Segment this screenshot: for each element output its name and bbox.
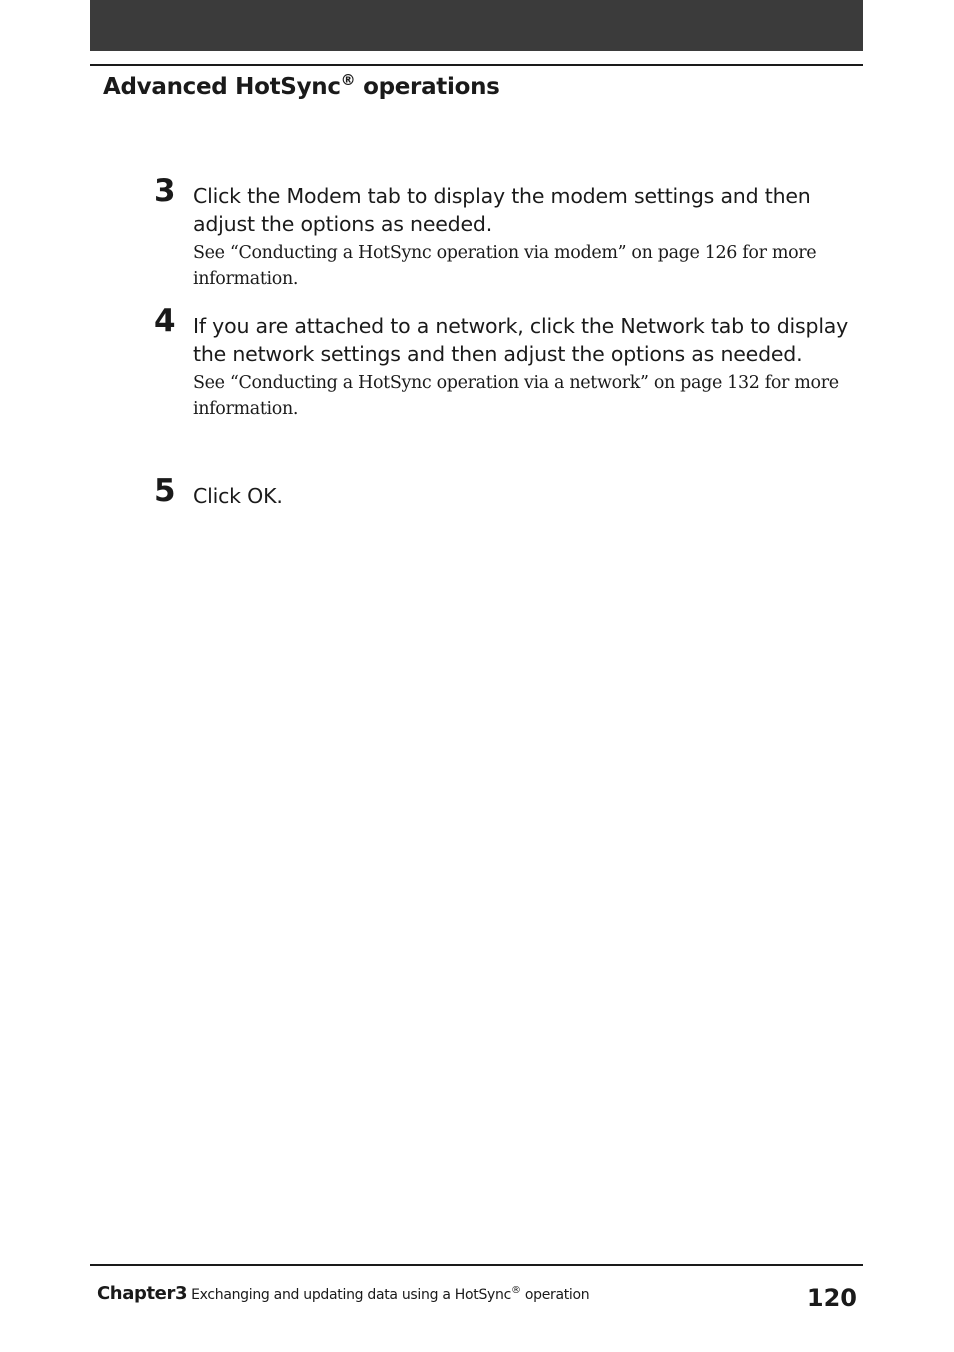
chapter-title	[191, 1287, 589, 1303]
footer-rule	[90, 1264, 863, 1266]
header-bar	[90, 0, 863, 51]
header-rule	[90, 64, 863, 66]
step-instruction: Click the Modem tab to display the modem settings and then adjust the options as needed.	[193, 184, 811, 236]
chapter-title-suffix: operation	[520, 1287, 590, 1303]
step-instruction: Click OK.	[193, 484, 283, 508]
page-number: 120	[806, 1284, 857, 1312]
section-title	[103, 71, 500, 100]
step-5	[154, 473, 854, 511]
chapter-title-text: Exchanging and updating data using a HotSync	[191, 1287, 511, 1303]
step-note: See “Conducting a HotSync operation via a network” on page 132 for more information.	[193, 373, 839, 419]
step-note: See “Conducting a HotSync operation via modem” on page 126 for more information.	[193, 243, 817, 289]
footer-chapter	[97, 1283, 589, 1304]
step-number: 4	[154, 303, 176, 339]
step-instruction: If you are attached to a network, click the Network tab to display the network settings and then adjust the options as needed.	[193, 314, 849, 366]
step-number: 3	[154, 173, 176, 209]
step-3	[154, 173, 854, 292]
registered-mark: ®	[340, 71, 356, 89]
section-title-suffix: operations	[355, 74, 500, 100]
chapter-label: Chapter3	[97, 1283, 188, 1304]
step-4	[154, 303, 854, 422]
section-title-text: Advanced HotSync	[103, 74, 341, 100]
registered-mark: ®	[510, 1285, 521, 1296]
step-number: 5	[154, 473, 176, 509]
